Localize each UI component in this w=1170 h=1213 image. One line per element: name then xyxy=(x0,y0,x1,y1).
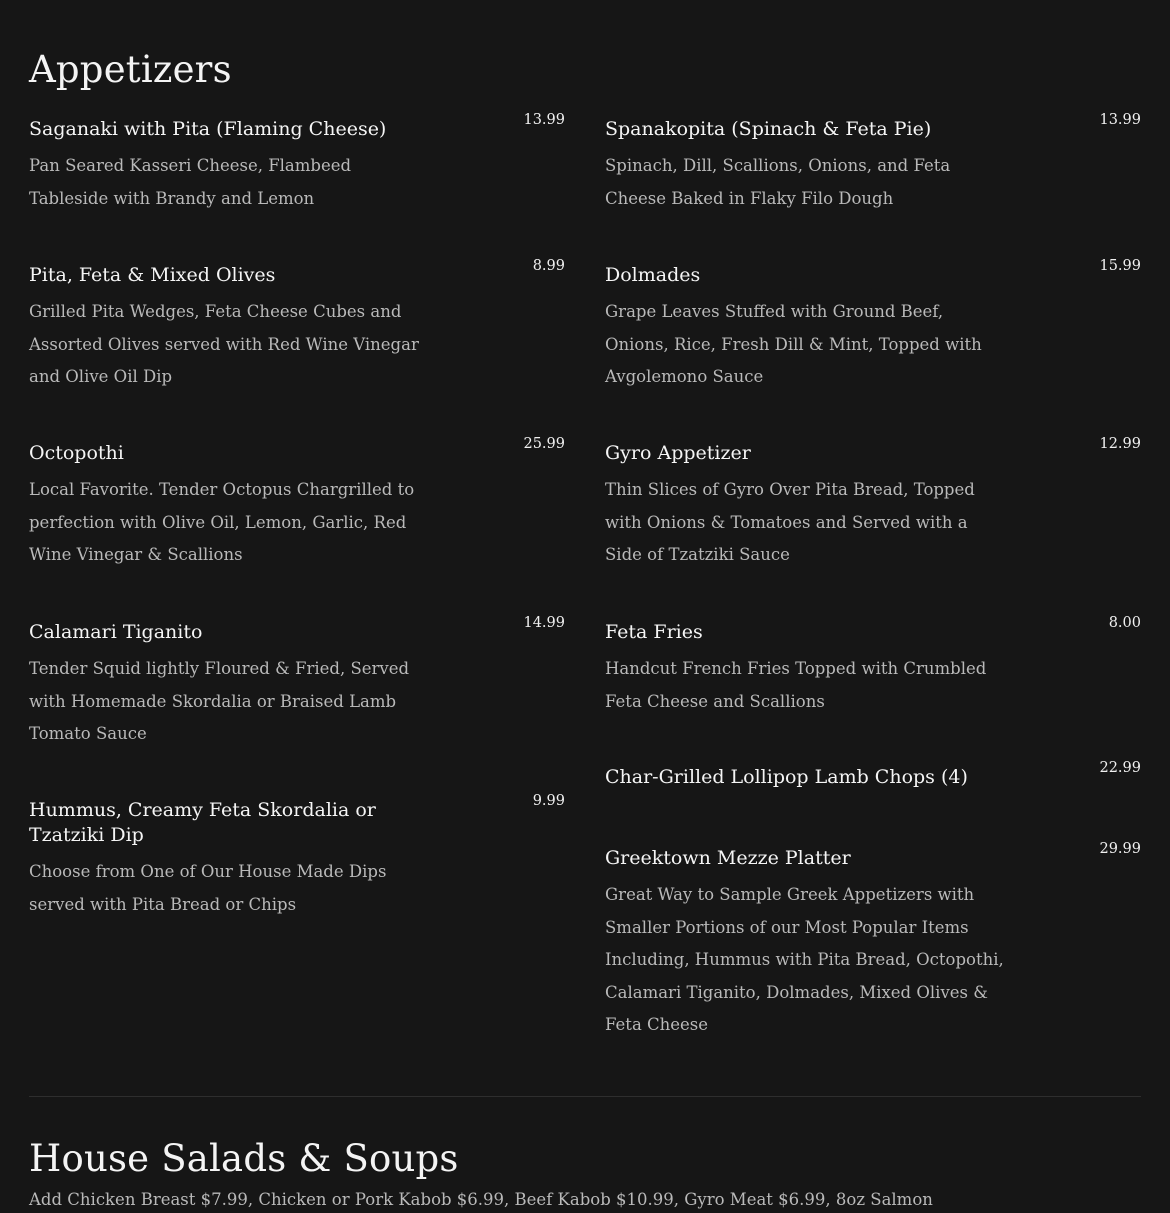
item-price: 8.00 xyxy=(1108,615,1141,631)
item-name: Greektown Mezze Platter xyxy=(605,847,851,869)
item-description: Spinach, Dill, Scallions, Onions, and Feta Cheese Baked in Flaky Filo Dough xyxy=(605,156,951,208)
item-price: 25.99 xyxy=(523,436,565,452)
menu-item xyxy=(605,615,1141,718)
item-price: 14.99 xyxy=(523,615,565,631)
item-price: 22.99 xyxy=(1099,760,1141,776)
item-name: Dolmades xyxy=(605,264,701,286)
menu-item xyxy=(605,112,1141,215)
section-title-appetizers: Appetizers xyxy=(29,48,232,91)
item-description: Local Favorite. Tender Octopus Chargrilled to perfection with Olive Oil, Lemon, Garlic, Red Wine Vinegar & Scallions xyxy=(29,480,415,564)
item-description: Tender Squid lightly Floured & Fried, Served with Homemade Skordalia or Braised Lamb Tomato Sauce xyxy=(29,659,410,743)
item-price: 13.99 xyxy=(1099,112,1141,128)
menu-item xyxy=(29,258,565,394)
item-name: Pita, Feta & Mixed Olives xyxy=(29,264,276,286)
item-name: Spanakopita (Spinach & Feta Pie) xyxy=(605,118,932,140)
item-name: Gyro Appetizer xyxy=(605,442,751,464)
item-description: Grape Leaves Stuffed with Ground Beef, Onions, Rice, Fresh Dill & Mint, Topped with Avgolemono Sauce xyxy=(605,302,982,386)
item-name: Hummus, Creamy Feta Skordalia or Tzatziki Dip xyxy=(29,799,376,846)
item-description: Handcut French Fries Topped with Crumbled Feta Cheese and Scallions xyxy=(605,659,987,711)
menu-item xyxy=(605,841,1141,1042)
item-description: Pan Seared Kasseri Cheese, Flambeed Tableside with Brandy and Lemon xyxy=(29,156,352,208)
item-price: 12.99 xyxy=(1099,436,1141,452)
item-description: Choose from One of Our House Made Dips served with Pita Bread or Chips xyxy=(29,862,387,914)
menu-item xyxy=(605,760,1141,790)
item-price: 9.99 xyxy=(532,793,565,809)
item-name: Char-Grilled Lollipop Lamb Chops (4) xyxy=(605,766,968,788)
menu-item xyxy=(29,112,565,215)
item-name: Feta Fries xyxy=(605,621,703,643)
item-description: Great Way to Sample Greek Appetizers with Smaller Portions of our Most Popular Items Including, Hummus with Pita Bread, Octopothi, Calamari Tiganito, Dolmades, Mixed Olives & Feta Cheese xyxy=(605,885,1004,1034)
item-price: 13.99 xyxy=(523,112,565,128)
item-name: Calamari Tiganito xyxy=(29,621,203,643)
menu-item xyxy=(605,258,1141,394)
item-name: Saganaki with Pita (Flaming Cheese) xyxy=(29,118,387,140)
menu-item xyxy=(29,615,565,751)
section-title-salads-soups: House Salads & Soups xyxy=(29,1137,459,1180)
section-divider xyxy=(29,1096,1141,1097)
menu-item xyxy=(29,793,565,921)
menu-item xyxy=(605,436,1141,572)
item-price: 8.99 xyxy=(532,258,565,274)
item-name: Octopothi xyxy=(29,442,124,464)
item-price: 15.99 xyxy=(1099,258,1141,274)
item-description: Thin Slices of Gyro Over Pita Bread, Topped with Onions & Tomatoes and Served with a Side of Tzatziki Sauce xyxy=(605,480,975,564)
item-price: 29.99 xyxy=(1099,841,1141,857)
section-note: Add Chicken Breast $7.99, Chicken or Pork Kabob $6.99, Beef Kabob $10.99, Gyro Meat $6.99, 8oz Salmon xyxy=(29,1190,933,1209)
menu-item xyxy=(29,436,565,572)
item-description: Grilled Pita Wedges, Feta Cheese Cubes and Assorted Olives served with Red Wine Vinegar and Olive Oil Dip xyxy=(29,302,419,386)
